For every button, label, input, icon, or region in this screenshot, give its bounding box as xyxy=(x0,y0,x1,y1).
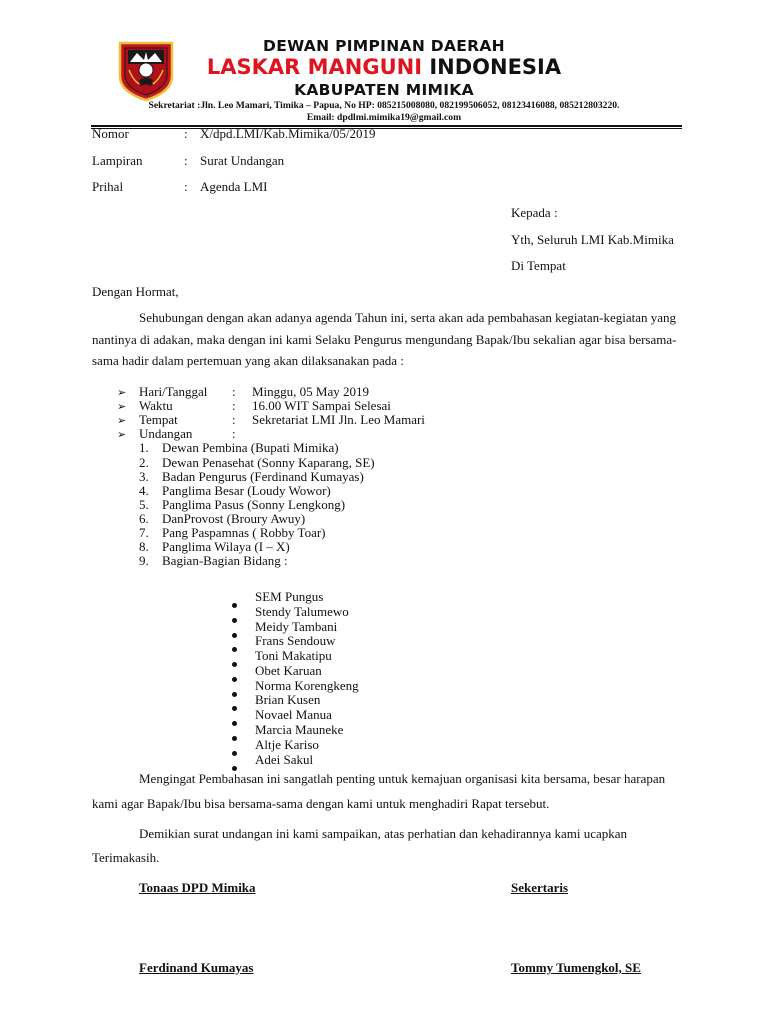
letterhead-address: Sekretariat :Jln. Leo Mamari, Timika – Papua, No HP: 085215008080, 082199506052, 08123416088, 085212803220. xyxy=(148,100,620,111)
invitee-item: Bagian-Bagian Bidang : xyxy=(162,553,288,568)
detail-value-hari: Minggu, 05 May 2019 xyxy=(252,384,369,399)
bullet-dot-icon xyxy=(232,611,237,627)
salutation: Dengan Hormat, xyxy=(92,284,179,299)
field-member: Marcia Mauneke xyxy=(255,722,344,737)
bullet-dot-icon xyxy=(232,640,237,656)
bullet-dot-icon xyxy=(232,714,237,730)
invitee-number: 4. xyxy=(139,483,149,498)
detail-value-tempat: Sekretariat LMI Jln. Leo Mamari xyxy=(252,412,425,427)
detail-value-waktu: 16.00 WIT Sampai Selesai xyxy=(252,398,391,413)
invitee-number: 6. xyxy=(139,511,149,526)
invitee-item: Badan Pengurus (Ferdinand Kumayas) xyxy=(162,469,364,484)
recipient-kepada: Kepada : xyxy=(511,205,558,220)
signature-left-name: Ferdinand Kumayas xyxy=(139,960,254,975)
field-member: SEM Pungus xyxy=(255,589,324,604)
arrow-bullet-icon: ➢ xyxy=(117,387,127,399)
letterhead-email: Email: dpdlmi.mimika19@gmail.com xyxy=(306,112,462,123)
meta-value-prihal: Agenda LMI xyxy=(200,179,268,194)
invitee-number: 8. xyxy=(139,539,149,554)
invitee-item: Panglima Wilaya (I – X) xyxy=(162,539,290,554)
opening-line-1: Sehubungan dengan akan adanya agenda Tahun ini, serta akan ada pembahasan kegiatan-kegiatan yang xyxy=(139,310,677,325)
invitee-item: Pang Paspamnas ( Robby Toar) xyxy=(162,525,326,540)
letterhead-org-name-black: INDONESIA xyxy=(429,55,562,79)
invitee-item: DanProvost (Broury Awuy) xyxy=(162,511,306,526)
field-member: Toni Makatipu xyxy=(255,648,332,663)
letterhead-org-line1: DEWAN PIMPINAN DAERAH xyxy=(263,37,505,55)
field-member: Stendy Talumewo xyxy=(255,604,349,619)
closing1-line-1: Mengingat Pembahasan ini sangatlah penting untuk kemajuan organisasi kita bersama, besar harapan xyxy=(139,771,666,786)
closing2-line-1: Demikian surat undangan ini kami sampaikan, atas perhatian dan kehadirannya kami ucapkan xyxy=(139,826,628,841)
invitee-item: Dewan Pembina (Bupati Mimika) xyxy=(162,440,339,455)
arrow-bullet-icon: ➢ xyxy=(117,429,127,441)
meta-colon: : xyxy=(184,179,188,194)
detail-label-undangan: Undangan xyxy=(139,426,193,441)
arrow-bullet-icon: ➢ xyxy=(117,401,127,413)
detail-colon: : xyxy=(232,412,236,427)
detail-label-waktu: Waktu xyxy=(139,398,173,413)
letterhead-org-name xyxy=(0,55,768,79)
field-member: Frans Sendouw xyxy=(255,633,336,648)
opening-line-2: nantinya di adakan, maka dengan ini kami Selaku Pengurus mengundang Bapak/Ibu sekalian agar bisa bersama- xyxy=(92,332,677,347)
bullet-dot-icon xyxy=(232,670,237,686)
invitee-number: 1. xyxy=(139,440,149,455)
bullet-dot-icon xyxy=(232,744,237,760)
invitee-item: Panglima Pasus (Sonny Lengkong) xyxy=(162,497,346,512)
field-member: Meidy Tambani xyxy=(255,619,338,634)
meta-value-nomor: X/dpd.LMI/Kab.Mimika/05/2019 xyxy=(200,126,376,141)
detail-label-tempat: Tempat xyxy=(139,412,178,427)
detail-colon: : xyxy=(232,426,236,441)
field-member: Brian Kusen xyxy=(255,692,321,707)
invitee-item: Panglima Besar (Loudy Wowor) xyxy=(162,483,331,498)
meta-colon: : xyxy=(184,126,188,141)
recipient-tempat: Di Tempat xyxy=(511,258,566,273)
meta-value-lampiran: Surat Undangan xyxy=(200,153,285,168)
meta-label-prihal: Prihal xyxy=(92,179,124,194)
invitee-number: 9. xyxy=(139,553,149,568)
closing1-line-2: kami agar Bapak/Ibu bisa bersama-sama dengan kami untuk menghadiri Rapat tersebut. xyxy=(92,796,550,811)
bullet-dot-icon xyxy=(232,655,237,671)
recipient-yth: Yth, Seluruh LMI Kab.Mimika xyxy=(511,232,674,247)
field-member: Adei Sakul xyxy=(255,752,314,767)
detail-colon: : xyxy=(232,384,236,399)
letterhead-regency: KABUPATEN MIMIKA xyxy=(294,81,474,99)
letterhead-org-name-red: LASKAR MANGUNI xyxy=(206,55,423,79)
invitee-number: 2. xyxy=(139,455,149,470)
signature-left-title: Tonaas DPD Mimika xyxy=(139,880,256,895)
invitee-number: 7. xyxy=(139,525,149,540)
invitee-item: Dewan Penasehat (Sonny Kaparang, SE) xyxy=(162,455,375,470)
closing2-line-2: Terimakasih. xyxy=(92,850,160,865)
signature-right-title: Sekertaris xyxy=(511,880,569,895)
field-member: Norma Korengkeng xyxy=(255,678,359,693)
meta-label-nomor: Nomor xyxy=(92,126,129,141)
invitee-number: 3. xyxy=(139,469,149,484)
bullet-dot-icon xyxy=(232,729,237,745)
bullet-dot-icon xyxy=(232,699,237,715)
field-member: Altje Kariso xyxy=(255,737,319,752)
invitee-number: 5. xyxy=(139,497,149,512)
letterhead-divider-thin xyxy=(91,128,682,129)
meta-colon: : xyxy=(184,153,188,168)
field-member: Obet Karuan xyxy=(255,663,322,678)
meta-label-lampiran: Lampiran xyxy=(92,153,143,168)
field-member: Novael Manua xyxy=(255,707,332,722)
detail-label-hari: Hari/Tanggal xyxy=(139,384,208,399)
detail-colon: : xyxy=(232,398,236,413)
bullet-dot-icon xyxy=(232,596,237,612)
opening-line-3: sama hadir dalam pertemuan yang akan dilaksanakan pada : xyxy=(92,353,404,368)
arrow-bullet-icon: ➢ xyxy=(117,415,127,427)
letterhead-divider-thick xyxy=(91,125,682,127)
signature-right-name: Tommy Tumengkol, SE xyxy=(511,960,641,975)
